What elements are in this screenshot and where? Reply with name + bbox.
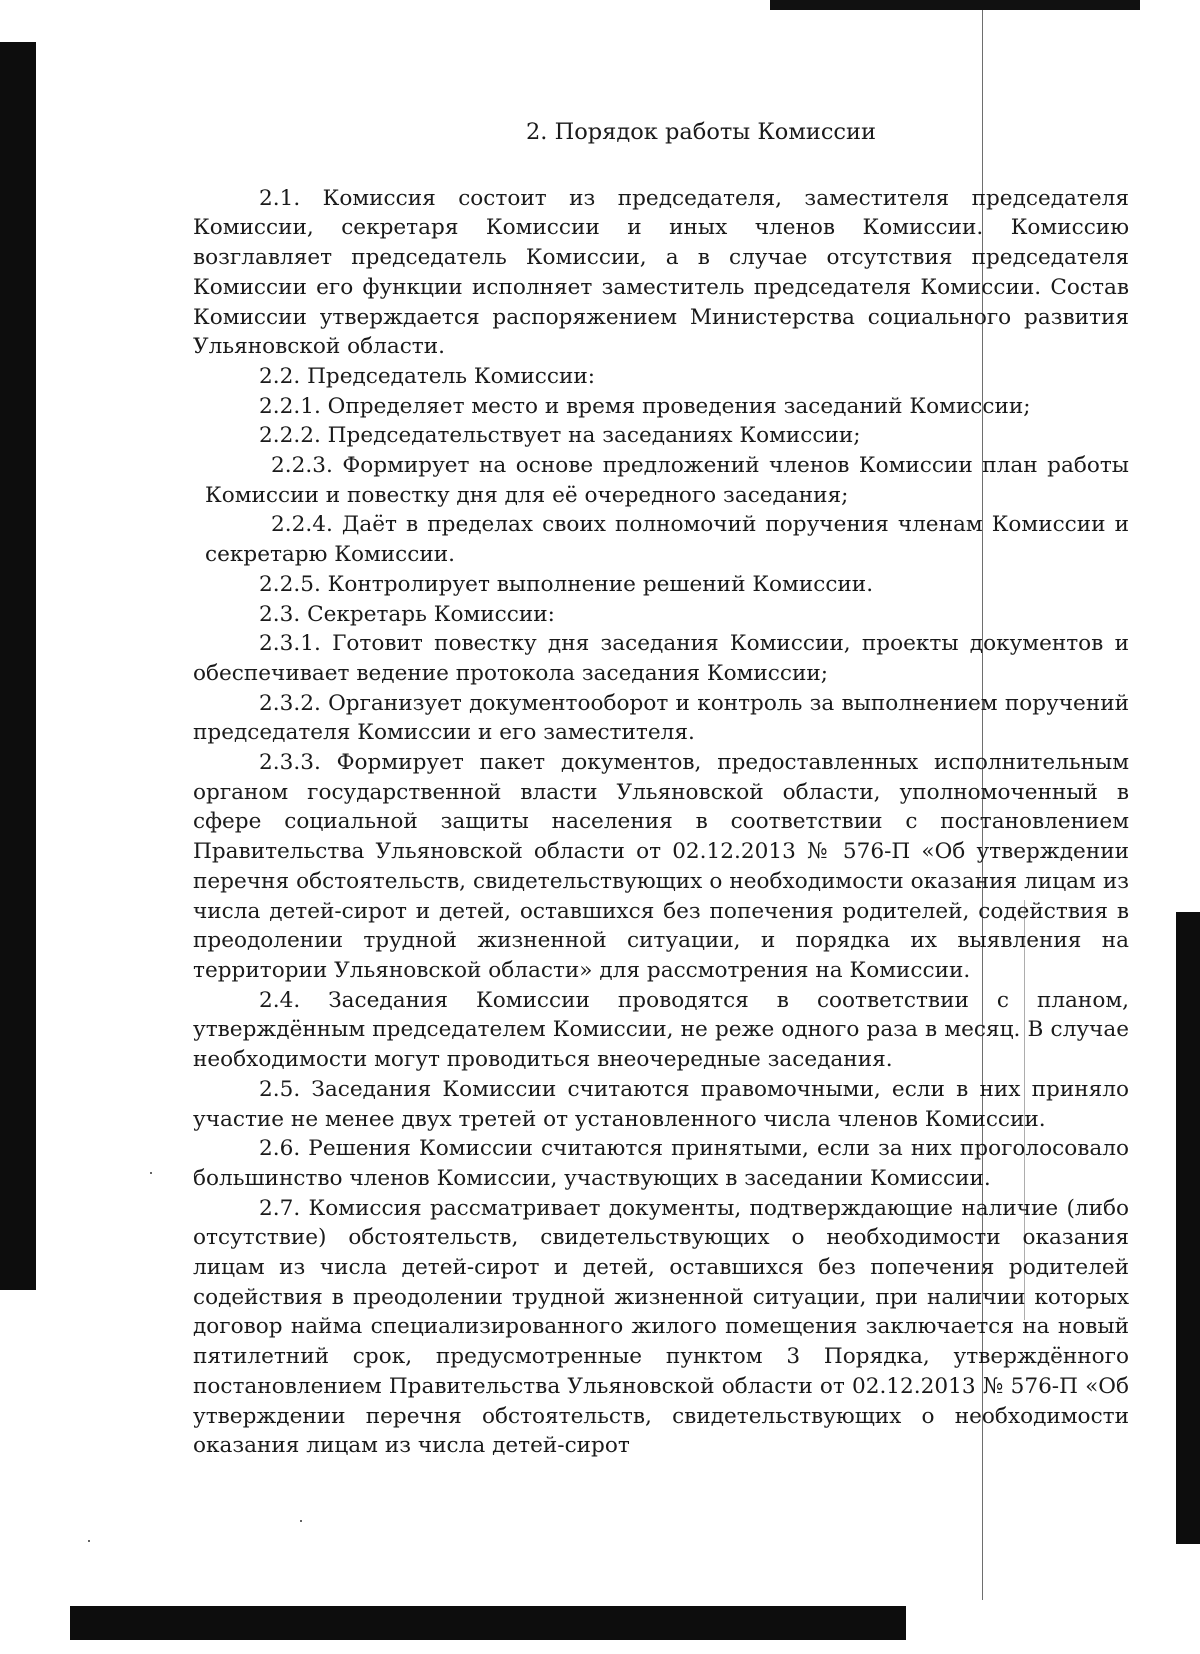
clause-2-3-1: 2.3.1. Готовит повестку дня заседания Комиссии, проекты документов и обеспечивает ведение протокола заседания Комиссии;	[193, 631, 1129, 686]
clause-2-2: 2.2. Председатель Комиссии:	[259, 363, 596, 389]
section-heading: 2. Порядок работы Комиссии	[525, 119, 877, 145]
clause-2-3: 2.3. Секретарь Комиссии:	[259, 601, 555, 627]
clause-2-6: 2.6. Решения Комиссии считаются принятыми, если за них проголосовало большинство членов Комиссии, участвующих в заседании Комиссии.	[193, 1136, 1129, 1191]
clause-2-7: 2.7. Комиссия рассматривает документы, подтверждающие наличие (либо отсутствие) обстоятельств, свидетельствующих о необходимости оказания лицам из числа детей-сирот и детей, оставшихся без попечения родителей содействия в преодолении трудной жизненной ситуации, при наличии которых договор найма специализированного жилого помещения заключается на новый пятилетний срок, предусмотренные пунктом 3 Порядка, утверждённого постановлением Правительства Ульяновской области от 02.12.2013 № 576-П «Об утверждении перечня обстоятельств, свидетельствующих о необходимости оказания лицам из числа детей-сирот	[193, 1195, 1129, 1459]
scan-speck	[88, 1540, 90, 1542]
scan-speck	[150, 1172, 152, 1174]
scan-edge-right	[1176, 912, 1200, 1544]
scan-edge-top	[770, 0, 1140, 10]
clause-2-2-5: 2.2.5. Контролирует выполнение решений Комиссии.	[259, 571, 874, 597]
clause-2-2-1: 2.2.1. Определяет место и время проведения заседаний Комиссии;	[259, 393, 1031, 419]
clause-2-2-4: 2.2.4. Даёт в пределах своих полномочий поручения членам Комиссии и секретарю Комиссии.	[205, 512, 1129, 568]
clause-2-1: 2.1. Комиссия состоит из председателя, заместителя председателя Комиссии, секретаря Комиссии и иных членов Комиссии. Комиссию возглавляет председатель Комиссии, а в случае отсутствия председателя Комиссии его функции исполняет заместитель председателя Комиссии. Состав Комиссии утверждается распоряжением Министерства социального развития Ульяновской области.	[193, 185, 1129, 360]
clause-2-3-3: 2.3.3. Формирует пакет документов, предоставленных исполнительным органом государственной власти Ульяновской области, уполномоченный в сфере социальной защиты населения в соответствии с постановлением Правительства Ульяновской области от 02.12.2013 № 576-П «Об утверждении перечня обстоятельств, свидетельствующих о необходимости оказания лицам из числа детей-сирот и детей, оставшихся без попечения родителей, содействия в преодолении трудной жизненной ситуации, и порядка их выявления на территории Ульяновской области» для рассмотрения на Комиссии.	[193, 750, 1129, 983]
scan-speck	[300, 1520, 302, 1522]
scan-edge-bottom	[70, 1606, 906, 1640]
clause-2-4: 2.4. Заседания Комиссии проводятся в соответствии с планом, утверждённым председателем Комиссии, не реже одного раза в месяц. В случае необходимости могут проводиться внеочередные заседания.	[193, 987, 1129, 1073]
clause-2-2-2: 2.2.2. Председательствует на заседаниях Комиссии;	[259, 423, 861, 449]
clause-2-2-3: 2.2.3. Формирует на основе предложений членов Комиссии план работы Комиссии и повестку дня для её очередного заседания;	[205, 453, 1129, 508]
document-body	[193, 118, 1129, 1461]
clause-2-3-2: 2.3.2. Организует документооборот и контроль за выполнением поручений председателя Комиссии и его заместителя.	[193, 690, 1129, 746]
clause-2-5: 2.5. Заседания Комиссии считаются правомочными, если в них приняло участие не менее двух третей от установленного числа членов Комиссии.	[193, 1076, 1129, 1132]
scan-edge-left	[0, 42, 36, 1290]
